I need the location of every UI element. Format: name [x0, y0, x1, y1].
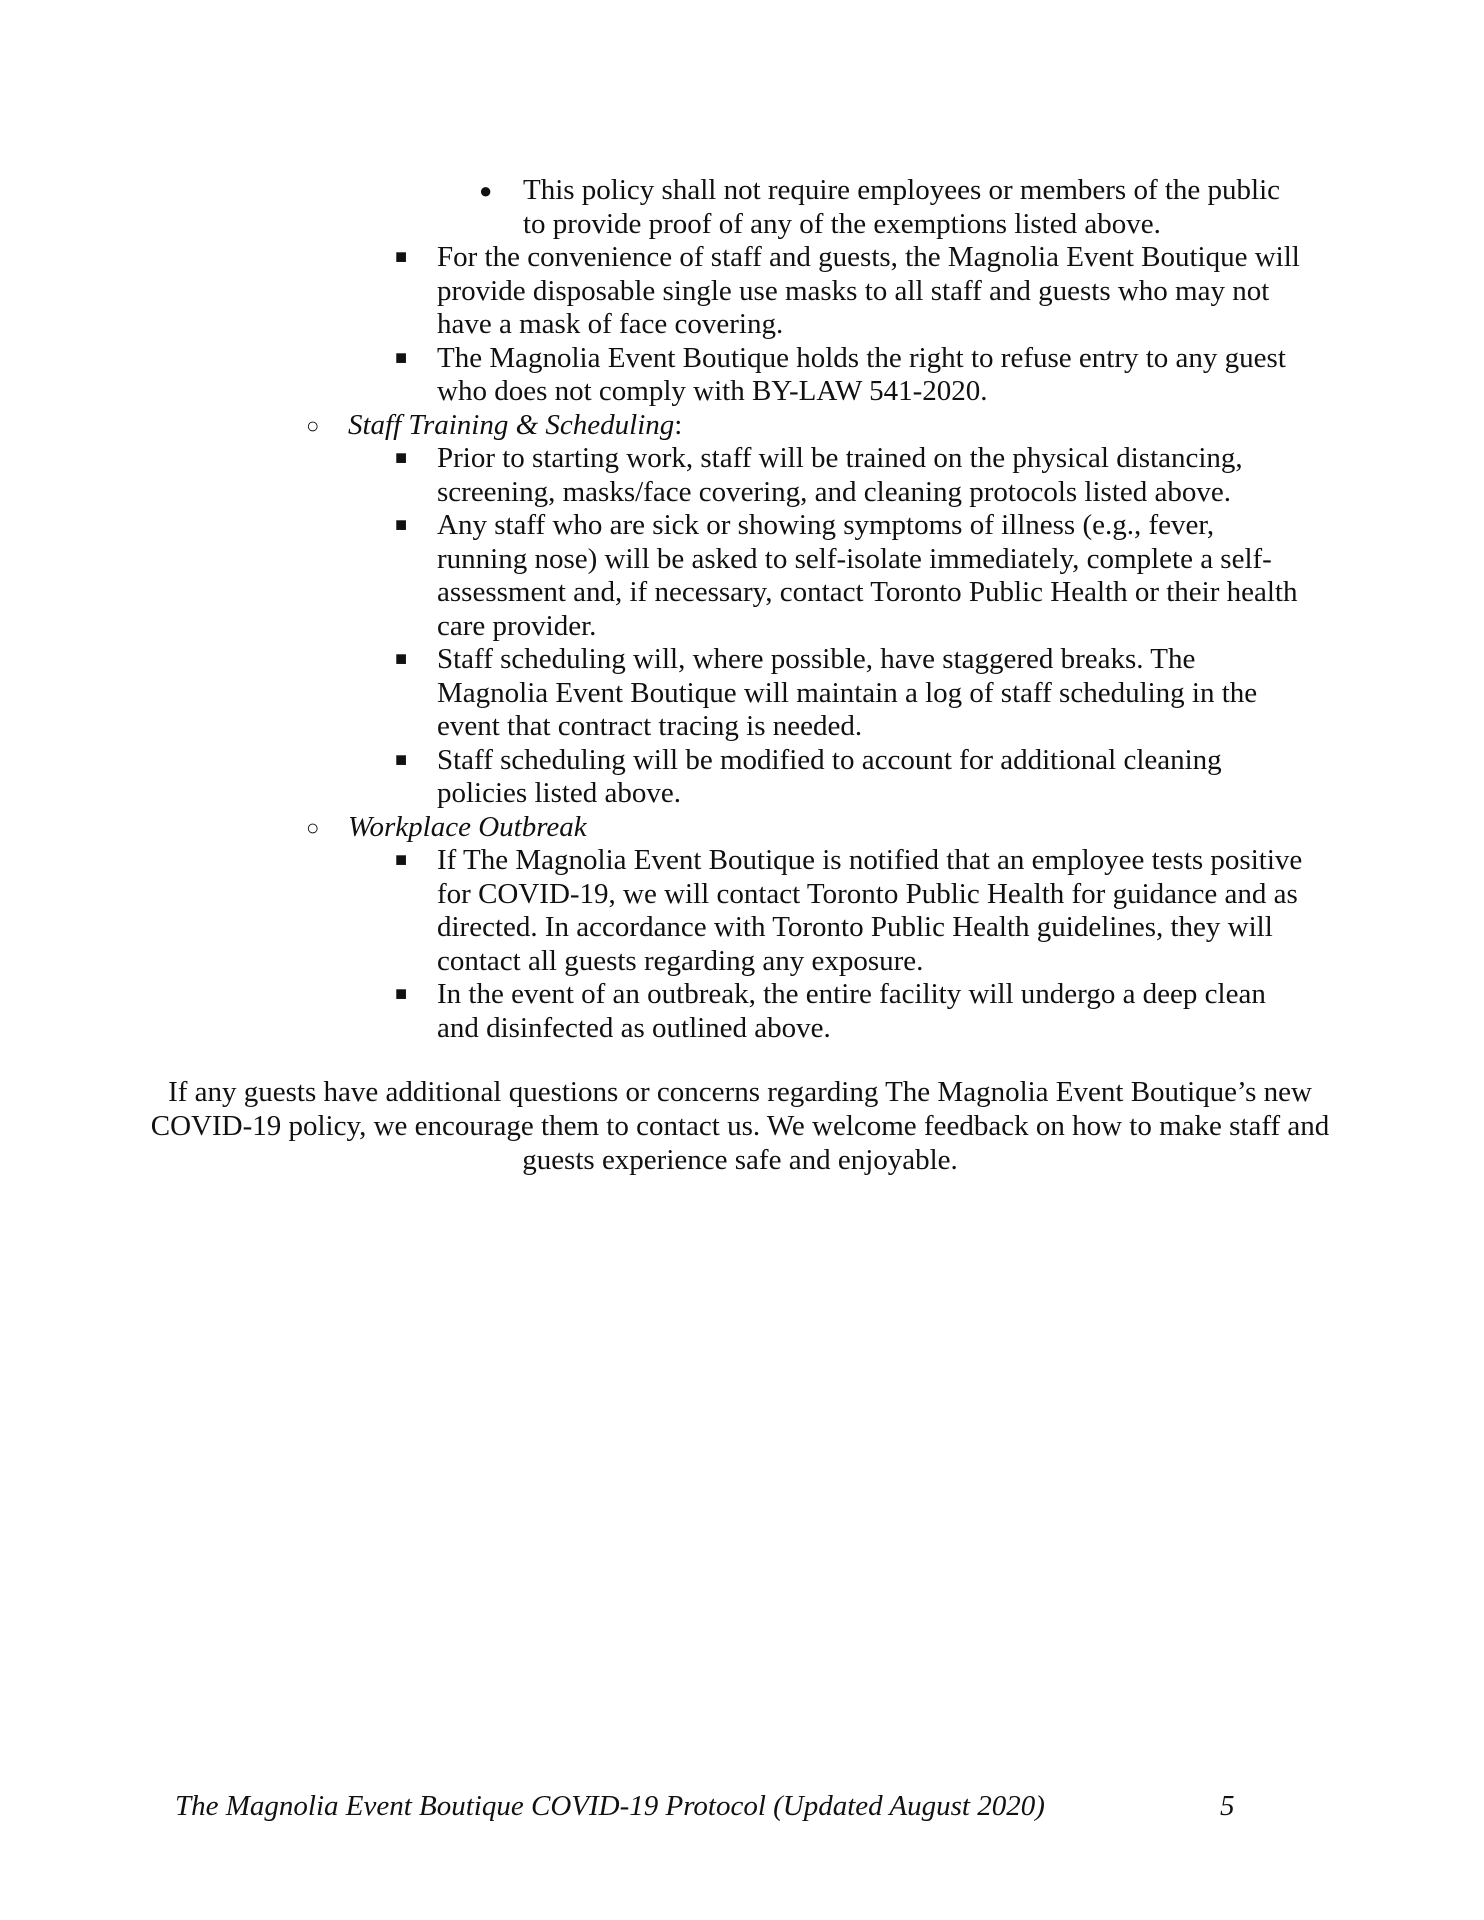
list-item — [395, 844, 1307, 978]
list-item-text: This policy shall not require employees or members of the public to provide proof of any of the exemptions listed above. — [523, 174, 1281, 240]
square-marker: ■ — [395, 346, 408, 369]
list-item — [395, 978, 1307, 1045]
list-item — [395, 341, 1307, 409]
square-marker: ■ — [395, 246, 408, 268]
bullet-marker: ● — [479, 178, 493, 203]
square-marker: ■ — [395, 849, 408, 871]
list-item-text: If The Magnolia Event Boutique is notified that an employee tests positive for COVID-19, we will contact Toronto Public Health for guidance and as directed. In accordance with Toronto Public Health guidelines, they will contact all guests regarding any exposure. — [437, 844, 1303, 977]
policy-list — [0, 174, 1484, 1045]
list-item-text: The Magnolia Event Boutique holds the right to refuse entry to any guest who does not comply with BY-LAW 541-2020. — [437, 341, 1286, 407]
circle-marker: ○ — [306, 412, 320, 438]
heading-colon: : — [674, 408, 683, 441]
square-marker: ■ — [395, 447, 408, 469]
section-heading-outbreak — [306, 810, 1248, 845]
list-item — [395, 743, 1307, 811]
list-item-text: Prior to starting work, staff will be trained on the physical distancing, screening, masks/face covering, and cleaning protocols listed above. — [437, 442, 1243, 508]
list-item-text: For the convenience of staff and guests, the Magnolia Event Boutique will provide disposable single use masks to all staff and guests who may not have a mask of face covering. — [437, 241, 1300, 340]
square-marker: ■ — [395, 983, 408, 1005]
list-item — [395, 509, 1307, 643]
square-marker: ■ — [395, 514, 408, 536]
list-item — [395, 442, 1307, 509]
list-item — [395, 241, 1307, 342]
list-item — [479, 174, 1303, 241]
section-heading-staff — [306, 408, 1248, 443]
square-marker: ■ — [395, 648, 408, 670]
square-marker: ■ — [395, 748, 408, 771]
list-item-text: Staff scheduling will, where possible, have staggered breaks. The Magnolia Event Boutique will maintain a log of staff scheduling in the event that contract tracing is needed. — [437, 643, 1258, 742]
staff-training-heading: Staff Training & Scheduling — [348, 408, 675, 441]
closing-paragraph: If any guests have additional questions or concerns regarding The Magnolia Event Boutique’s new COVID-19 policy, we encourage them to contact us. We welcome feedback on how to make staff and guests experience safe and enjoyable. — [150, 1076, 1330, 1176]
list-item — [395, 643, 1307, 744]
list-item-text: Staff scheduling will be modified to account for additional cleaning policies listed above. — [437, 743, 1222, 809]
list-item-text: Any staff who are sick or showing symptoms of illness (e.g., fever, running nose) will be asked to self-isolate immediately, complete a self-assessment and, if necessary, contact Toronto Public Health or their health care provider. — [437, 509, 1298, 642]
list-item-text: In the event of an outbreak, the entire facility will undergo a deep clean and disinfected as outlined above. — [437, 978, 1266, 1044]
workplace-outbreak-heading: Workplace Outbreak — [348, 810, 587, 843]
circle-marker: ○ — [306, 814, 320, 840]
page-number: 5 — [1220, 1790, 1235, 1822]
footer-title: The Magnolia Event Boutique COVID-19 Protocol (Updated August 2020) — [175, 1790, 1045, 1822]
